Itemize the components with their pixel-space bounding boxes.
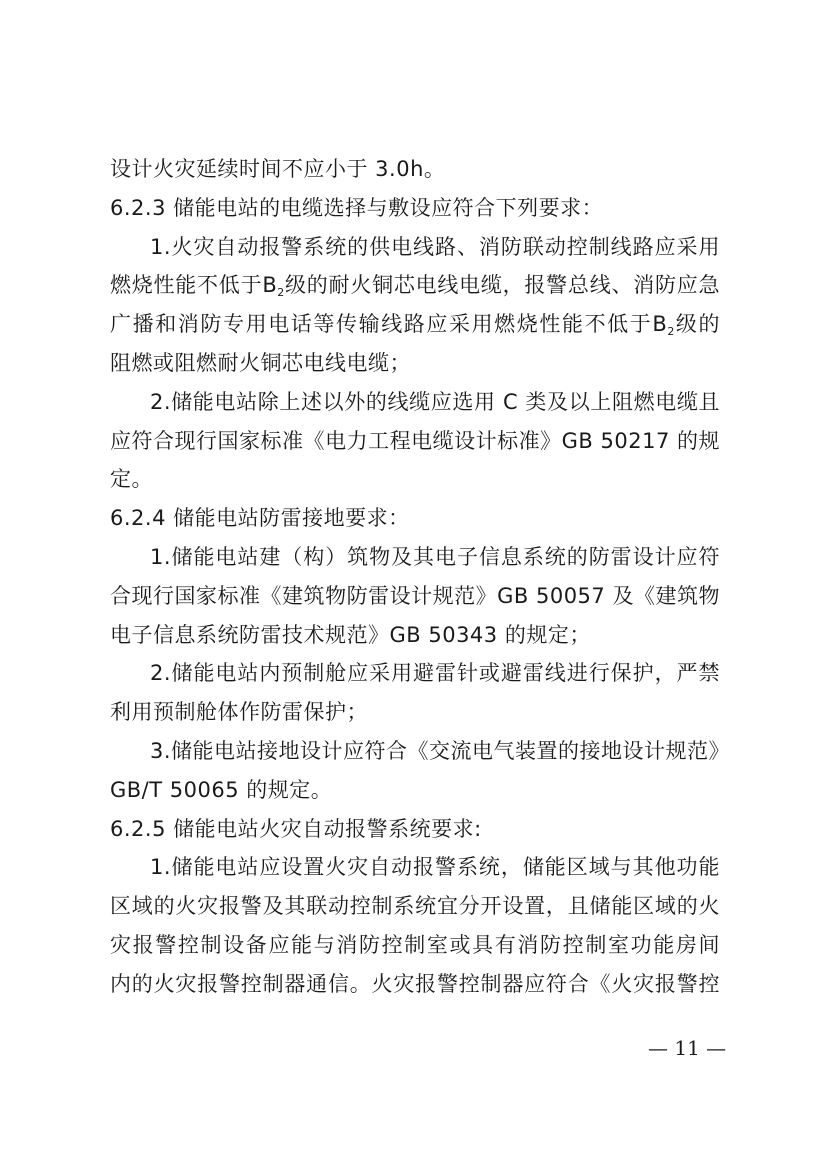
text-line: 1.储能电站建（构）筑物及其电子信息系统的防雷设计应符: [150, 544, 720, 569]
text-line: 3.储能电站接地设计应符合《交流电气装置的接地设计规范》: [150, 738, 731, 763]
page-number: — 11 —: [648, 1036, 727, 1060]
text-line: 1.储能电站应设置火灾自动报警系统，储能区域与其他功能: [150, 855, 720, 880]
text-line: 利用预制舱体作防雷保护；: [110, 700, 368, 725]
text-line: 内的火灾报警控制器通信。火灾报警控制器应符合《火灾报警控: [110, 971, 720, 996]
text-line: 阻燃或阻燃耐火铜芯电线电缆；: [110, 350, 411, 375]
text-line: [110, 305, 720, 344]
section-heading-6-2-5: 6.2.5 储能电站火灾自动报警系统要求:: [110, 816, 482, 841]
body-text: [110, 150, 731, 1004]
text-segment: 级的耐火铜芯电线电缆，报警总线、消防应急: [284, 273, 721, 298]
text-line: 应符合现行国家标准《电力工程电缆设计标准》GB 50217 的规: [110, 428, 720, 453]
section-heading-6-2-4: 6.2.4 储能电站防雷接地要求：: [110, 506, 410, 531]
text-line: 电子信息系统防雷技术规范》GB 50343 的规定；: [110, 622, 591, 647]
text-line: 灾报警控制设备应能与消防控制室或具有消防控制室功能房间: [110, 932, 720, 957]
text-line: 定。: [110, 467, 153, 492]
text-line: 2.储能电站除上述以外的线缆应选用 C 类及以上阻燃电缆且: [150, 389, 720, 414]
text-line: 区域的火灾报警及其联动控制系统宜分开设置，且储能区域的火: [110, 894, 720, 919]
text-line: GB/T 50065 的规定。: [110, 777, 333, 802]
text-segment: 燃烧性能不低于: [110, 273, 263, 298]
subscript: 2: [277, 286, 285, 300]
subscript: 2: [667, 325, 675, 339]
text-line: 合现行国家标准《建筑物防雷设计规范》GB 50057 及《建筑物: [110, 583, 720, 608]
text-line: [110, 266, 720, 305]
text-segment: B: [262, 273, 278, 298]
text-segment: B: [652, 312, 668, 337]
text-line: 2.储能电站内预制舱应采用避雷针或避雷线进行保护，严禁: [150, 661, 720, 686]
text-line: 1.火灾自动报警系统的供电线路、消防联动控制线路应采用: [150, 234, 720, 259]
text-segment: 级的: [674, 312, 721, 337]
text-line: 设计火灾延续时间不应小于 3.0h。: [110, 157, 446, 181]
text-segment: 广播和消防专用电话等传输线路应采用燃烧性能不低于: [110, 312, 653, 337]
section-heading-6-2-3: 6.2.3 储能电站的电缆选择与敷设应符合下列要求：: [110, 195, 604, 220]
